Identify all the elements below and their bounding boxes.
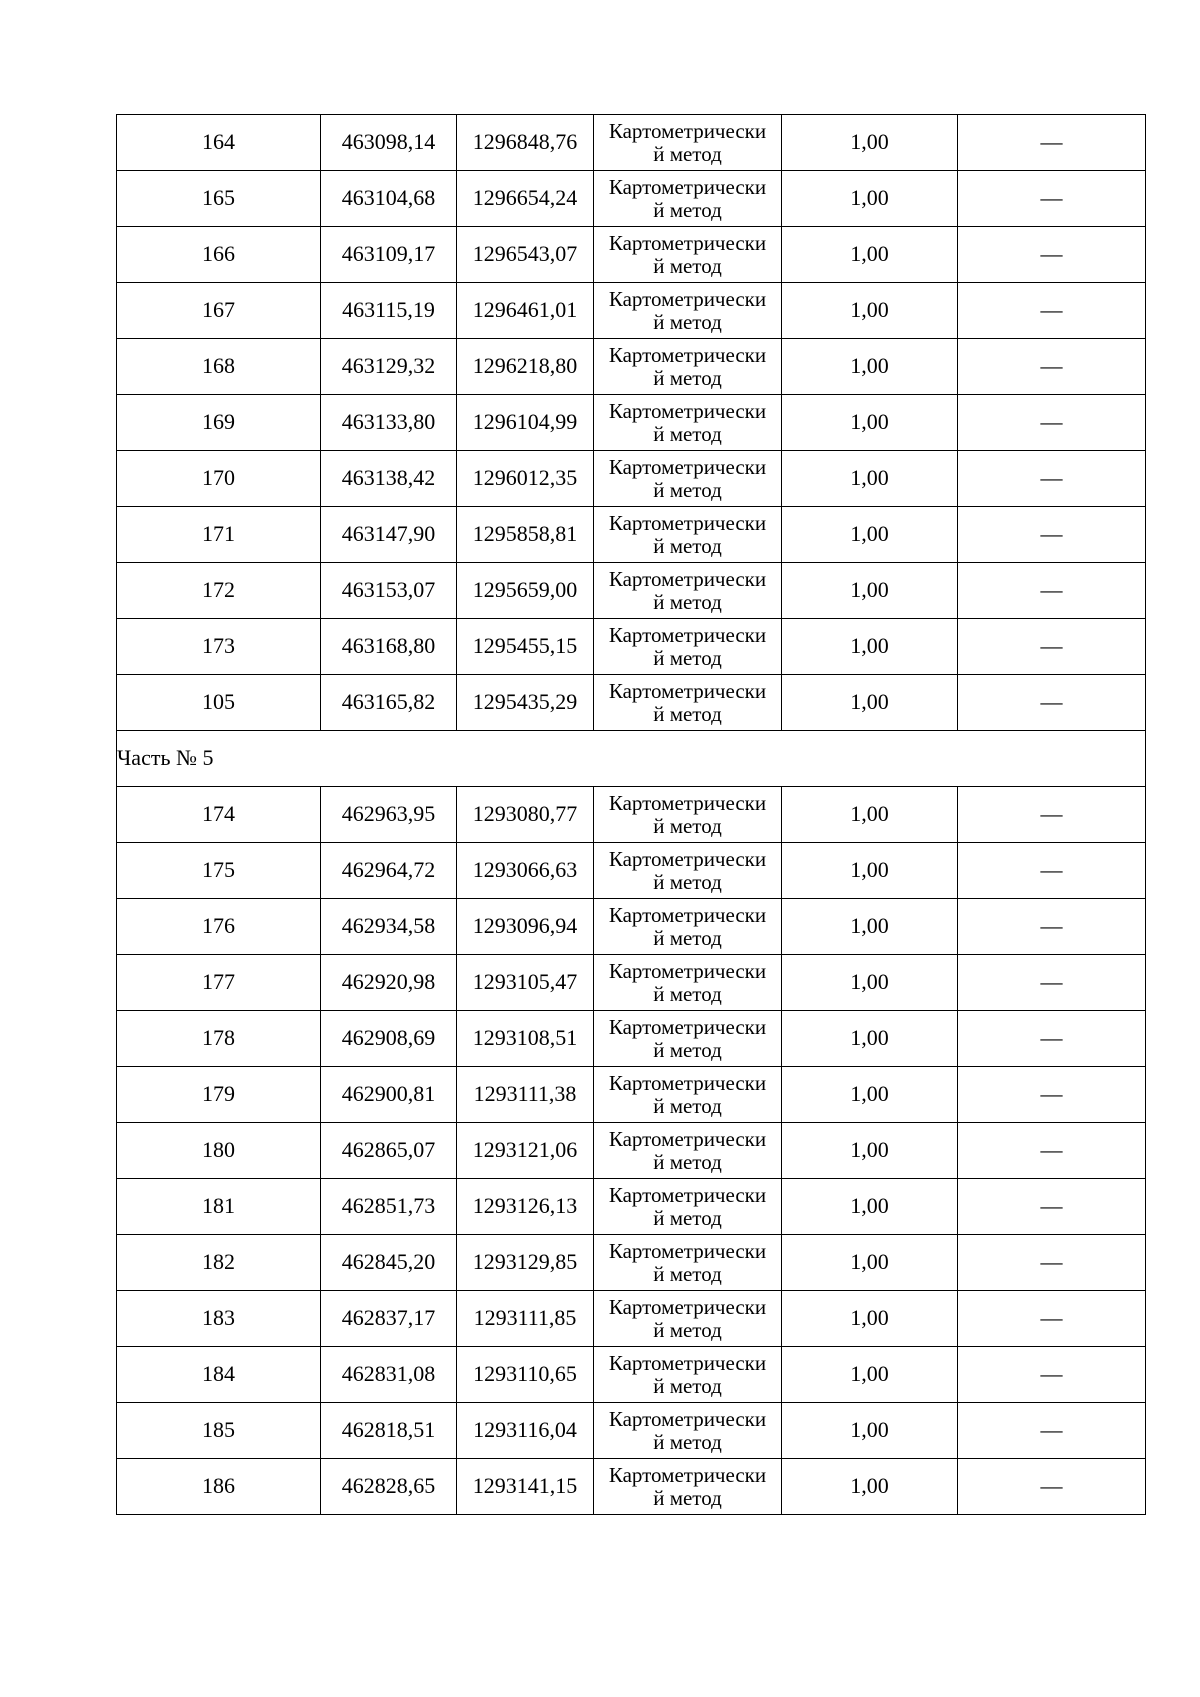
- accuracy-cell: 1,00: [782, 787, 958, 843]
- method-text-line2: й метод: [653, 701, 722, 726]
- x-coordinate-cell: 463115,19: [321, 283, 457, 339]
- method-text-line1: Картометрически: [608, 791, 767, 816]
- note-cell: —: [958, 1347, 1146, 1403]
- table-row: [117, 1123, 1146, 1179]
- x-coordinate-cell: 463133,80: [321, 395, 457, 451]
- method-text-line2: й метод: [653, 1149, 722, 1174]
- y-coordinate-cell: 1293111,85: [457, 1291, 594, 1347]
- y-coordinate-cell: 1296461,01: [457, 283, 594, 339]
- x-coordinate-cell: 462831,08: [321, 1347, 457, 1403]
- method-text-line2: й метод: [653, 925, 722, 950]
- method-cell: [594, 1291, 782, 1347]
- y-coordinate-cell: 1296543,07: [457, 227, 594, 283]
- y-coordinate-cell: 1295455,15: [457, 619, 594, 675]
- y-coordinate-cell: 1295435,29: [457, 675, 594, 731]
- table-row: [117, 619, 1146, 675]
- method-text-line1: Картометрически: [608, 399, 767, 424]
- method-cell: [594, 1123, 782, 1179]
- method-text-line1: Картометрически: [608, 1351, 767, 1376]
- accuracy-cell: 1,00: [782, 395, 958, 451]
- point-number-cell: 179: [117, 1067, 321, 1123]
- x-coordinate-cell: 462934,58: [321, 899, 457, 955]
- method-text-line1: Картометрически: [608, 287, 767, 312]
- method-text-line1: Картометрически: [608, 1407, 767, 1432]
- table-row: [117, 395, 1146, 451]
- accuracy-cell: 1,00: [782, 1011, 958, 1067]
- note-cell: —: [958, 843, 1146, 899]
- note-cell: —: [958, 955, 1146, 1011]
- y-coordinate-cell: 1295858,81: [457, 507, 594, 563]
- table-row: [117, 227, 1146, 283]
- method-text-line2: й метод: [653, 1093, 722, 1118]
- x-coordinate-cell: 462920,98: [321, 955, 457, 1011]
- table-row: [117, 339, 1146, 395]
- method-text-line2: й метод: [653, 981, 722, 1006]
- note-cell: —: [958, 283, 1146, 339]
- accuracy-cell: 1,00: [782, 899, 958, 955]
- point-number-cell: 175: [117, 843, 321, 899]
- accuracy-cell: 1,00: [782, 171, 958, 227]
- method-text-line2: й метод: [653, 589, 722, 614]
- point-number-cell: 180: [117, 1123, 321, 1179]
- table-row: [117, 1011, 1146, 1067]
- note-cell: —: [958, 675, 1146, 731]
- y-coordinate-cell: 1293126,13: [457, 1179, 594, 1235]
- note-cell: —: [958, 1179, 1146, 1235]
- method-text-line2: й метод: [653, 141, 722, 166]
- point-number-cell: 177: [117, 955, 321, 1011]
- y-coordinate-cell: 1293116,04: [457, 1403, 594, 1459]
- y-coordinate-cell: 1293129,85: [457, 1235, 594, 1291]
- method-text-line2: й метод: [653, 1261, 722, 1286]
- accuracy-cell: 1,00: [782, 507, 958, 563]
- method-text-line2: й метод: [653, 197, 722, 222]
- y-coordinate-cell: 1296848,76: [457, 115, 594, 171]
- y-coordinate-cell: 1296012,35: [457, 451, 594, 507]
- x-coordinate-cell: 463138,42: [321, 451, 457, 507]
- x-coordinate-cell: 463153,07: [321, 563, 457, 619]
- section-title: Часть № 5: [117, 731, 1146, 787]
- x-coordinate-cell: 462818,51: [321, 1403, 457, 1459]
- method-text-line2: й метод: [653, 365, 722, 390]
- point-number-cell: 184: [117, 1347, 321, 1403]
- y-coordinate-cell: 1295659,00: [457, 563, 594, 619]
- y-coordinate-cell: 1293066,63: [457, 843, 594, 899]
- method-cell: [594, 1067, 782, 1123]
- note-cell: —: [958, 395, 1146, 451]
- x-coordinate-cell: 462865,07: [321, 1123, 457, 1179]
- method-text-line1: Картометрически: [608, 679, 767, 704]
- note-cell: —: [958, 899, 1146, 955]
- table-row: [117, 171, 1146, 227]
- method-text-line2: й метод: [653, 869, 722, 894]
- note-cell: —: [958, 1011, 1146, 1067]
- x-coordinate-cell: 462964,72: [321, 843, 457, 899]
- x-coordinate-cell: 462837,17: [321, 1291, 457, 1347]
- method-cell: [594, 619, 782, 675]
- method-text-line2: й метод: [653, 813, 722, 838]
- table-row: [117, 843, 1146, 899]
- y-coordinate-cell: 1293110,65: [457, 1347, 594, 1403]
- method-text-line1: Картометрически: [608, 959, 767, 984]
- method-text-line1: Картометрически: [608, 1183, 767, 1208]
- method-text-line1: Картометрически: [608, 1015, 767, 1040]
- accuracy-cell: 1,00: [782, 1403, 958, 1459]
- x-coordinate-cell: 463168,80: [321, 619, 457, 675]
- accuracy-cell: 1,00: [782, 451, 958, 507]
- accuracy-cell: 1,00: [782, 1067, 958, 1123]
- method-text-line2: й метод: [653, 1317, 722, 1342]
- accuracy-cell: 1,00: [782, 1459, 958, 1515]
- table-row: [117, 451, 1146, 507]
- method-cell: [594, 1403, 782, 1459]
- y-coordinate-cell: 1296104,99: [457, 395, 594, 451]
- method-text-line1: Картометрически: [608, 343, 767, 368]
- note-cell: —: [958, 619, 1146, 675]
- note-cell: —: [958, 451, 1146, 507]
- method-cell: [594, 1179, 782, 1235]
- method-text-line1: Картометрически: [608, 1239, 767, 1264]
- method-text-line1: Картометрически: [608, 1127, 767, 1152]
- accuracy-cell: 1,00: [782, 1291, 958, 1347]
- method-cell: [594, 1235, 782, 1291]
- point-number-cell: 172: [117, 563, 321, 619]
- note-cell: —: [958, 1459, 1146, 1515]
- x-coordinate-cell: 462908,69: [321, 1011, 457, 1067]
- y-coordinate-cell: 1293121,06: [457, 1123, 594, 1179]
- accuracy-cell: 1,00: [782, 1123, 958, 1179]
- point-number-cell: 173: [117, 619, 321, 675]
- note-cell: —: [958, 227, 1146, 283]
- method-text-line2: й метод: [653, 253, 722, 278]
- table-row: [117, 787, 1146, 843]
- y-coordinate-cell: 1293111,38: [457, 1067, 594, 1123]
- accuracy-cell: 1,00: [782, 675, 958, 731]
- note-cell: —: [958, 1235, 1146, 1291]
- accuracy-cell: 1,00: [782, 619, 958, 675]
- method-cell: [594, 339, 782, 395]
- method-cell: [594, 1347, 782, 1403]
- accuracy-cell: 1,00: [782, 563, 958, 619]
- method-text-line2: й метод: [653, 645, 722, 670]
- method-cell: [594, 115, 782, 171]
- table-row: [117, 1067, 1146, 1123]
- y-coordinate-cell: 1293105,47: [457, 955, 594, 1011]
- point-number-cell: 182: [117, 1235, 321, 1291]
- point-number-cell: 183: [117, 1291, 321, 1347]
- note-cell: —: [958, 339, 1146, 395]
- point-number-cell: 167: [117, 283, 321, 339]
- table-row: [117, 507, 1146, 563]
- coordinates-table: [116, 114, 1146, 1515]
- method-text-line2: й метод: [653, 309, 722, 334]
- point-number-cell: 164: [117, 115, 321, 171]
- point-number-cell: 176: [117, 899, 321, 955]
- point-number-cell: 170: [117, 451, 321, 507]
- point-number-cell: 168: [117, 339, 321, 395]
- method-text-line1: Картометрически: [608, 455, 767, 480]
- x-coordinate-cell: 462828,65: [321, 1459, 457, 1515]
- table-row: [117, 1235, 1146, 1291]
- x-coordinate-cell: 463109,17: [321, 227, 457, 283]
- table-row: [117, 1291, 1146, 1347]
- method-text-line2: й метод: [653, 1037, 722, 1062]
- method-text-line1: Картометрически: [608, 231, 767, 256]
- method-cell: [594, 395, 782, 451]
- note-cell: —: [958, 787, 1146, 843]
- x-coordinate-cell: 462963,95: [321, 787, 457, 843]
- method-text-line2: й метод: [653, 1429, 722, 1454]
- section-row: [117, 731, 1146, 787]
- y-coordinate-cell: 1293096,94: [457, 899, 594, 955]
- note-cell: —: [958, 115, 1146, 171]
- x-coordinate-cell: 462845,20: [321, 1235, 457, 1291]
- note-cell: —: [958, 507, 1146, 563]
- method-cell: [594, 171, 782, 227]
- note-cell: —: [958, 563, 1146, 619]
- method-text-line2: й метод: [653, 421, 722, 446]
- method-text-line1: Картометрически: [608, 119, 767, 144]
- note-cell: —: [958, 1291, 1146, 1347]
- y-coordinate-cell: 1296218,80: [457, 339, 594, 395]
- method-text-line1: Картометрически: [608, 511, 767, 536]
- accuracy-cell: 1,00: [782, 1347, 958, 1403]
- table-row: [117, 1179, 1146, 1235]
- point-number-cell: 181: [117, 1179, 321, 1235]
- accuracy-cell: 1,00: [782, 955, 958, 1011]
- note-cell: —: [958, 1123, 1146, 1179]
- table-row: [117, 675, 1146, 731]
- method-text-line1: Картометрически: [608, 847, 767, 872]
- method-cell: [594, 1011, 782, 1067]
- method-text-line1: Картометрически: [608, 175, 767, 200]
- table-row: [117, 1403, 1146, 1459]
- method-text-line1: Картометрически: [608, 1463, 767, 1488]
- note-cell: —: [958, 1067, 1146, 1123]
- x-coordinate-cell: 463147,90: [321, 507, 457, 563]
- accuracy-cell: 1,00: [782, 843, 958, 899]
- method-cell: [594, 507, 782, 563]
- x-coordinate-cell: 463104,68: [321, 171, 457, 227]
- method-text-line2: й метод: [653, 1373, 722, 1398]
- x-coordinate-cell: 463098,14: [321, 115, 457, 171]
- method-cell: [594, 787, 782, 843]
- point-number-cell: 185: [117, 1403, 321, 1459]
- method-text-line2: й метод: [653, 1205, 722, 1230]
- method-cell: [594, 899, 782, 955]
- table-row: [117, 899, 1146, 955]
- method-cell: [594, 227, 782, 283]
- method-cell: [594, 843, 782, 899]
- accuracy-cell: 1,00: [782, 339, 958, 395]
- x-coordinate-cell: 462851,73: [321, 1179, 457, 1235]
- point-number-cell: 165: [117, 171, 321, 227]
- method-cell: [594, 451, 782, 507]
- y-coordinate-cell: 1296654,24: [457, 171, 594, 227]
- point-number-cell: 166: [117, 227, 321, 283]
- point-number-cell: 169: [117, 395, 321, 451]
- point-number-cell: 171: [117, 507, 321, 563]
- method-text-line2: й метод: [653, 533, 722, 558]
- method-text-line1: Картометрически: [608, 1071, 767, 1096]
- table-row: [117, 563, 1146, 619]
- table-row: [117, 115, 1146, 171]
- accuracy-cell: 1,00: [782, 227, 958, 283]
- method-text-line2: й метод: [653, 477, 722, 502]
- accuracy-cell: 1,00: [782, 283, 958, 339]
- y-coordinate-cell: 1293080,77: [457, 787, 594, 843]
- x-coordinate-cell: 462900,81: [321, 1067, 457, 1123]
- y-coordinate-cell: 1293108,51: [457, 1011, 594, 1067]
- method-cell: [594, 283, 782, 339]
- accuracy-cell: 1,00: [782, 115, 958, 171]
- method-cell: [594, 563, 782, 619]
- x-coordinate-cell: 463165,82: [321, 675, 457, 731]
- note-cell: —: [958, 171, 1146, 227]
- point-number-cell: 186: [117, 1459, 321, 1515]
- method-cell: [594, 955, 782, 1011]
- table-row: [117, 1347, 1146, 1403]
- accuracy-cell: 1,00: [782, 1179, 958, 1235]
- method-text-line1: Картометрически: [608, 1295, 767, 1320]
- point-number-cell: 174: [117, 787, 321, 843]
- method-text-line2: й метод: [653, 1485, 722, 1510]
- method-text-line1: Картометрически: [608, 567, 767, 592]
- note-cell: —: [958, 1403, 1146, 1459]
- coordinates-table-body: [117, 115, 1146, 1515]
- table-row: [117, 283, 1146, 339]
- table-row: [117, 955, 1146, 1011]
- point-number-cell: 105: [117, 675, 321, 731]
- point-number-cell: 178: [117, 1011, 321, 1067]
- method-text-line1: Картометрически: [608, 903, 767, 928]
- x-coordinate-cell: 463129,32: [321, 339, 457, 395]
- y-coordinate-cell: 1293141,15: [457, 1459, 594, 1515]
- table-row: [117, 1459, 1146, 1515]
- accuracy-cell: 1,00: [782, 1235, 958, 1291]
- method-cell: [594, 1459, 782, 1515]
- method-text-line1: Картометрически: [608, 623, 767, 648]
- method-cell: [594, 675, 782, 731]
